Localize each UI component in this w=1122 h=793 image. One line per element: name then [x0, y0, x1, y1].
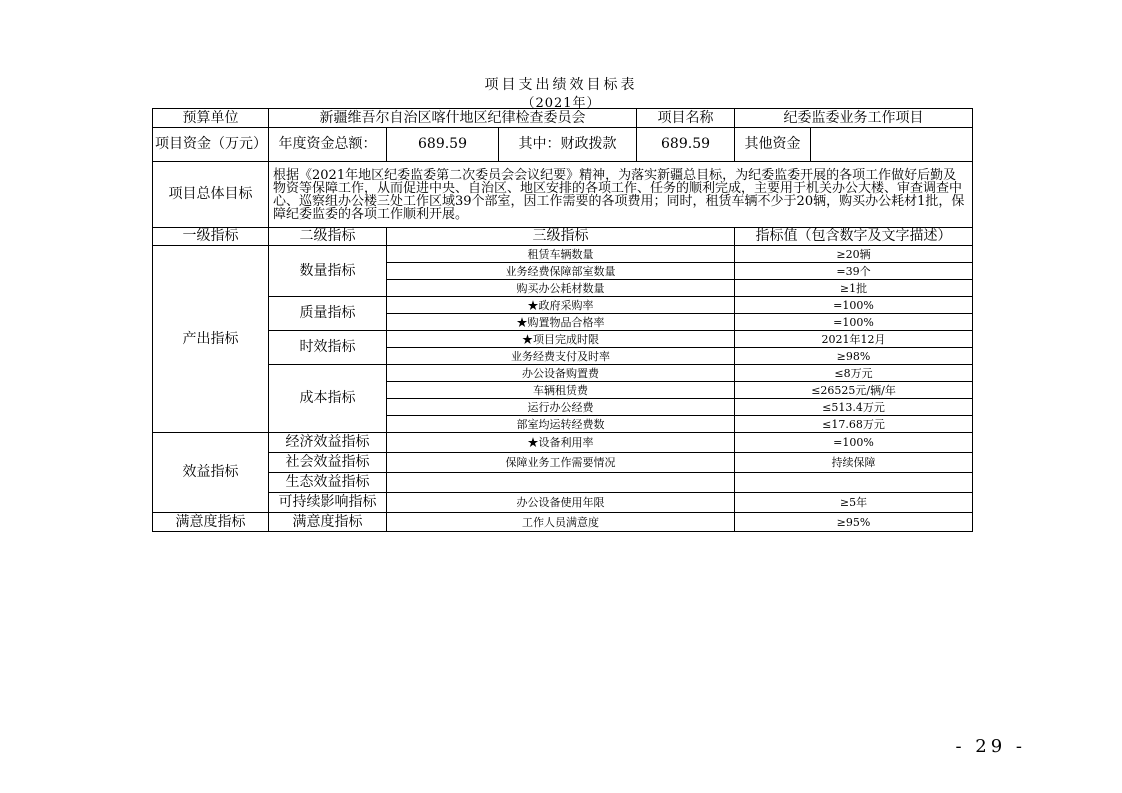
benefit-indicator-label: 效益指标: [153, 433, 269, 513]
indicator-name: 办公设备使用年限: [387, 493, 735, 513]
quality-indicator-label: 质量指标: [269, 297, 387, 331]
indicator-value: ≤513.4万元: [735, 399, 973, 416]
indicator-name: 业务经费保障部室数量: [387, 263, 735, 280]
indicator-name: 运行办公经费: [387, 399, 735, 416]
indicator-value: =39个: [735, 263, 973, 280]
value-header: 指标值（包含数字及文字描述）: [735, 228, 973, 246]
performance-table: [152, 108, 973, 532]
indicator-value: 持续保障: [735, 453, 973, 473]
indicator-name: 购买办公耗材数量: [387, 280, 735, 297]
indicator-value: ≤8万元: [735, 365, 973, 382]
page-number: - 29 -: [955, 736, 1026, 757]
indicator-value: ≤17.68万元: [735, 416, 973, 433]
indicator-name: 保障业务工作需要情况: [387, 453, 735, 473]
output-indicator-label: 产出指标: [153, 246, 269, 433]
indicator-value: ≥98%: [735, 348, 973, 365]
level3-header: 三级指标: [387, 228, 735, 246]
indicator-name: ★设备利用率: [387, 433, 735, 453]
table-row: [153, 365, 973, 382]
year-subtitle: （2021年）: [521, 96, 601, 111]
table-row: [153, 433, 973, 453]
sustainable-indicator-label: 可持续影响指标: [269, 493, 387, 513]
table-row: [153, 297, 973, 314]
annual-funds-label: 年度资金总额：: [269, 128, 387, 162]
table-row: [153, 453, 973, 473]
indicator-name: ★政府采购率: [387, 297, 735, 314]
indicator-value: =100%: [735, 433, 973, 453]
page-title: 项目支出绩效目标表: [484, 77, 638, 93]
goal-label: 项目总体目标: [153, 162, 269, 228]
annual-funds-value: 689.59: [387, 128, 499, 162]
timeliness-indicator-label: 时效指标: [269, 331, 387, 365]
indicator-name: 业务经费支付及时率: [387, 348, 735, 365]
table-row: [153, 246, 973, 263]
budget-unit-row: [153, 109, 973, 128]
indicator-value: 2021年12月: [735, 331, 973, 348]
indicator-name: 租赁车辆数量: [387, 246, 735, 263]
indicator-value: ≥20辆: [735, 246, 973, 263]
indicator-name: 部室均运转经费数: [387, 416, 735, 433]
goal-text: 根据《2021年地区纪委监委第二次委员会会议纪要》精神，为落实新疆总目标，为纪委监委开展的各项工作做好后勤及物资等保障工作，从而促进中央、自治区、地区安排的各项工作、任务的顺利完成，主要用于机关办公大楼、审查调查中心、巡察组办公楼三处工作区域39个部室，因工作需要的各项费用；同时，租赁车辆不少于20辆，购买办公耗材1批，保障纪委监委的各项工作顺利开展。: [269, 162, 973, 228]
cost-indicator-label: 成本指标: [269, 365, 387, 433]
table-row: [153, 513, 973, 532]
indicator-value: =100%: [735, 297, 973, 314]
budget-unit-value: 新疆维吾尔自治区喀什地区纪律检查委员会: [269, 109, 637, 128]
budget-unit-label: 预算单位: [153, 109, 269, 128]
indicator-value: [735, 473, 973, 493]
other-funds-label: 其他资金: [735, 128, 811, 162]
fiscal-funds-value: 689.59: [637, 128, 735, 162]
level2-header: 二级指标: [269, 228, 387, 246]
indicator-name: 工作人员满意度: [387, 513, 735, 532]
indicator-name: 车辆租赁费: [387, 382, 735, 399]
indicator-value: =100%: [735, 314, 973, 331]
indicator-value: ≥95%: [735, 513, 973, 532]
table-row: [153, 493, 973, 513]
satisfaction-sub-label: 满意度指标: [269, 513, 387, 532]
column-header-row: [153, 228, 973, 246]
indicator-name: ★项目完成时限: [387, 331, 735, 348]
indicator-name: [387, 473, 735, 493]
indicator-name: 办公设备购置费: [387, 365, 735, 382]
indicator-value: ≥5年: [735, 493, 973, 513]
fiscal-funds-label: 其中：财政拨款: [499, 128, 637, 162]
other-funds-value: [811, 128, 973, 162]
project-name-label: 项目名称: [637, 109, 735, 128]
indicator-value: ≤26525元/辆/年: [735, 382, 973, 399]
funds-row: [153, 128, 973, 162]
indicator-name: ★购置物品合格率: [387, 314, 735, 331]
quantity-indicator-label: 数量指标: [269, 246, 387, 297]
goal-row: [153, 162, 973, 228]
ecological-indicator-label: 生态效益指标: [269, 473, 387, 493]
economic-indicator-label: 经济效益指标: [269, 433, 387, 453]
social-indicator-label: 社会效益指标: [269, 453, 387, 473]
table-row: [153, 473, 973, 493]
satisfaction-indicator-label: 满意度指标: [153, 513, 269, 532]
table-row: [153, 331, 973, 348]
level1-header: 一级指标: [153, 228, 269, 246]
funds-label: 项目资金（万元）: [153, 128, 269, 162]
indicator-value: ≥1批: [735, 280, 973, 297]
project-name-value: 纪委监委业务工作项目: [735, 109, 973, 128]
